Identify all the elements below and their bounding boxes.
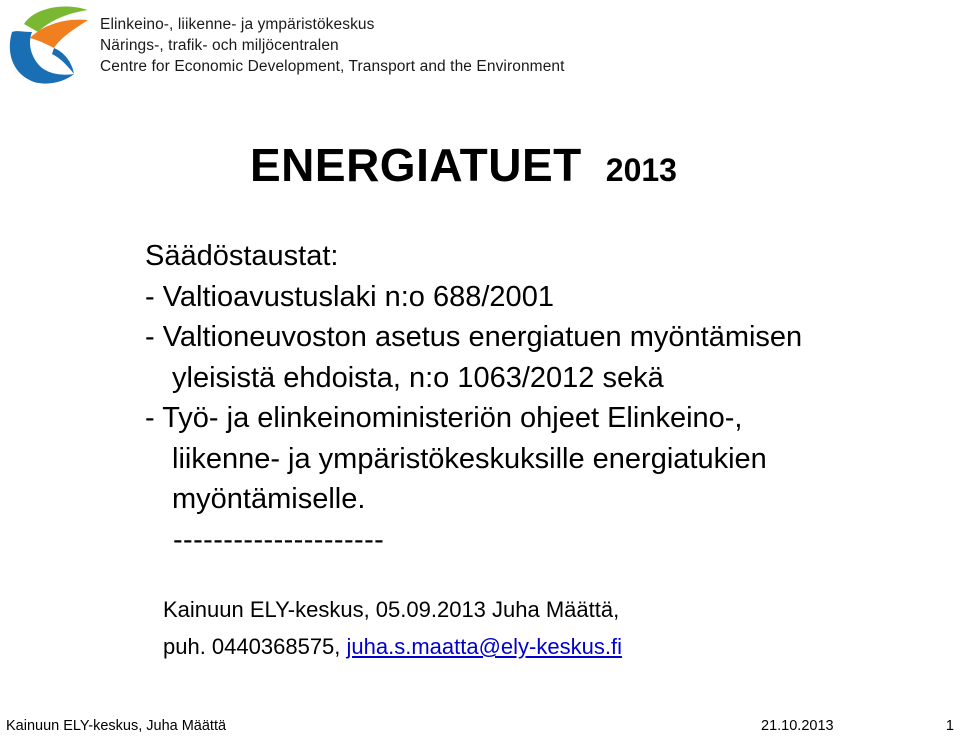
contact-phone: puh. 0440368575, xyxy=(163,634,347,659)
footer-author: Kainuun ELY-keskus, Juha Määttä xyxy=(6,718,227,734)
org-name-finnish: Elinkeino-, liikenne- ja ympäristökeskus xyxy=(100,16,375,33)
list-item: - Valtioneuvoston asetus energiatuen myöntämisen xyxy=(145,321,803,353)
footer-date: 21.10.2013 xyxy=(761,718,834,734)
legal-background xyxy=(145,236,802,560)
contact-phone-line xyxy=(163,628,622,665)
page-number: 1 xyxy=(945,718,954,734)
email-link[interactable]: juha.s.maatta@ely-keskus.fi xyxy=(346,634,622,659)
separator-line: --------------------- xyxy=(173,523,385,556)
contact-info xyxy=(163,591,622,665)
org-name-swedish: Närings-, trafik- och miljöcentralen xyxy=(100,37,339,54)
header xyxy=(4,2,624,84)
page-title xyxy=(250,138,677,192)
slide-footer xyxy=(0,717,960,736)
contact-line: Kainuun ELY-keskus, 05.09.2013 Juha Määttä, xyxy=(163,597,620,622)
ely-logo-icon xyxy=(4,2,94,84)
organization-names xyxy=(100,14,565,77)
list-item: - Valtioavustuslaki n:o 688/2001 xyxy=(145,280,554,313)
title-year: 2013 xyxy=(605,152,677,188)
list-item-continuation: liikenne- ja ympäristökeskuksille energiatukien xyxy=(172,442,767,475)
title-main: ENERGIATUET xyxy=(250,139,582,191)
list-item-continuation: myöntämiselle. xyxy=(172,483,366,515)
section-heading: Säädöstaustat: xyxy=(145,240,339,272)
list-item: - Työ- ja elinkeinoministeriön ohjeet Elinkeino-, xyxy=(145,402,743,434)
list-item-continuation: yleisistä ehdoista, n:o 1063/2012 sekä xyxy=(172,361,664,394)
org-name-english: Centre for Economic Development, Transport and the Environment xyxy=(100,58,565,75)
